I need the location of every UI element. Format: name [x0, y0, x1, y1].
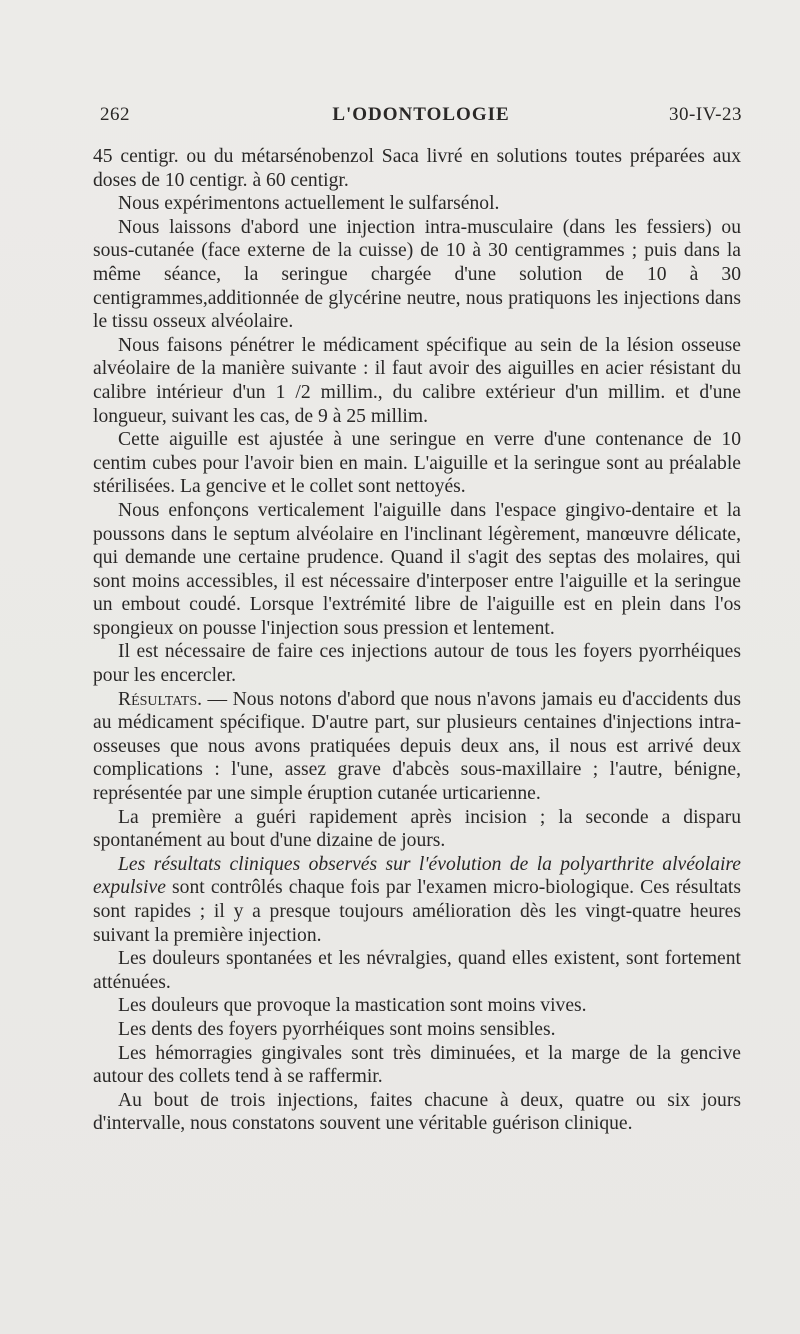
paragraph: Nous expérimentons actuellement le sulfarsénol.	[118, 193, 500, 215]
italic-phrase: Les résultats cliniques observés sur l'évolution de la polyarthrite alvéolaire expulsive	[93, 853, 741, 899]
paragraph: Les dents des foyers pyorrhéiques sont moins sensibles.	[118, 1018, 556, 1040]
results-paragraph	[93, 688, 741, 806]
running-header	[100, 104, 742, 134]
section-heading: Résultats.	[118, 688, 203, 710]
paragraph: Nous laissons d'abord une injection intra-musculaire (dans les fessiers) ou sous-cutanée (face externe de la cuisse) de 10 à 30 centigrammes ; puis dans la même séance, la seringue chargée d'une solution de 10 à 30 centigrammes,additionnée de glycérine neutre, nous pratiquons les injections dans le tissu osseux alvéolaire.	[93, 216, 741, 333]
page-number: 262	[100, 104, 130, 125]
paragraph: Les douleurs spontanées et les névralgies, quand elles existent, sont fortement atténuées.	[93, 948, 741, 993]
article-body	[93, 145, 741, 1136]
paragraph: La première a guéri rapidement après incision ; la seconde a disparu spontanément au bout d'une dizaine de jours.	[93, 806, 741, 852]
paragraph-text: sont contrôlés chaque fois par l'examen micro-biologique. Ces résultats sont rapides ; il y a presque toujours amélioration dès les vingt-quatre heures suivant la première injection.	[93, 877, 741, 946]
paragraph: Cette aiguille est ajustée à une seringue en verre d'une contenance de 10 centim cubes pour l'avoir bien en main. L'aiguille et la seringue sont au préalable stérilisées. La gencive et le collet sont nettoyés.	[93, 429, 741, 498]
paragraph: 45 centigr. ou du métarsénobenzol Saca livré en solutions toutes préparées aux doses de 10 centigr. à 60 centigr.	[93, 146, 741, 191]
paragraph-text: — Nous notons d'abord que nous n'avons jamais eu d'accidents dus au médicament spécifique. D'autre part, sur plusieurs centaines d'injections intra-osseuses que nous avons pratiquées depuis deux ans, il nous est arrivé deux complications : l'une, assez grave d'abcès sous-maxillaire ; l'autre, bénigne, représentée par une simple éruption cutanée urticarienne.	[93, 688, 741, 805]
paragraph: Les douleurs que provoque la mastication sont moins vives.	[118, 995, 587, 1017]
paragraph: Il est nécessaire de faire ces injections autour de tous les foyers pyorrhéiques pour les encercler.	[93, 641, 741, 687]
paragraph: Les hémorragies gingivales sont très diminuées, et la marge de la gencive autour des collets tend à se raffermir.	[93, 1042, 741, 1088]
issue-date: 30-IV-23	[669, 104, 742, 125]
paragraph: Nous enfonçons verticalement l'aiguille dans l'espace gingivo-dentaire et la poussons dans le septum alvéolaire en l'inclinant légèrement, manœuvre délicate, qui demande une certaine prudence. Quand il s'agit des septas des molaires, qui sont moins accessibles, il est nécessaire d'interposer entre l'aiguille et la seringue un embout coudé. Lorsque l'extrémité libre de l'aiguille est en plein dans l'os spongieux on pousse l'injection sous pression et lentement.	[93, 499, 741, 639]
clinical-results-paragraph	[93, 853, 741, 947]
paragraph: Au bout de trois injections, faites chacune à deux, quatre ou six jours d'intervalle, nous constatons souvent une véritable guérison clinique.	[93, 1089, 741, 1135]
paragraph: Nous faisons pénétrer le médicament spécifique au sein de la lésion osseuse alvéolaire de la manière suivante : il faut avoir des aiguilles en acier résistant du calibre intérieur d'un 1 /2 millim., du calibre extérieur d'un millim. et d'une longueur, suivant les cas, de 9 à 25 millim.	[93, 334, 741, 427]
journal-title: L'ODONTOLOGIE	[332, 104, 510, 125]
